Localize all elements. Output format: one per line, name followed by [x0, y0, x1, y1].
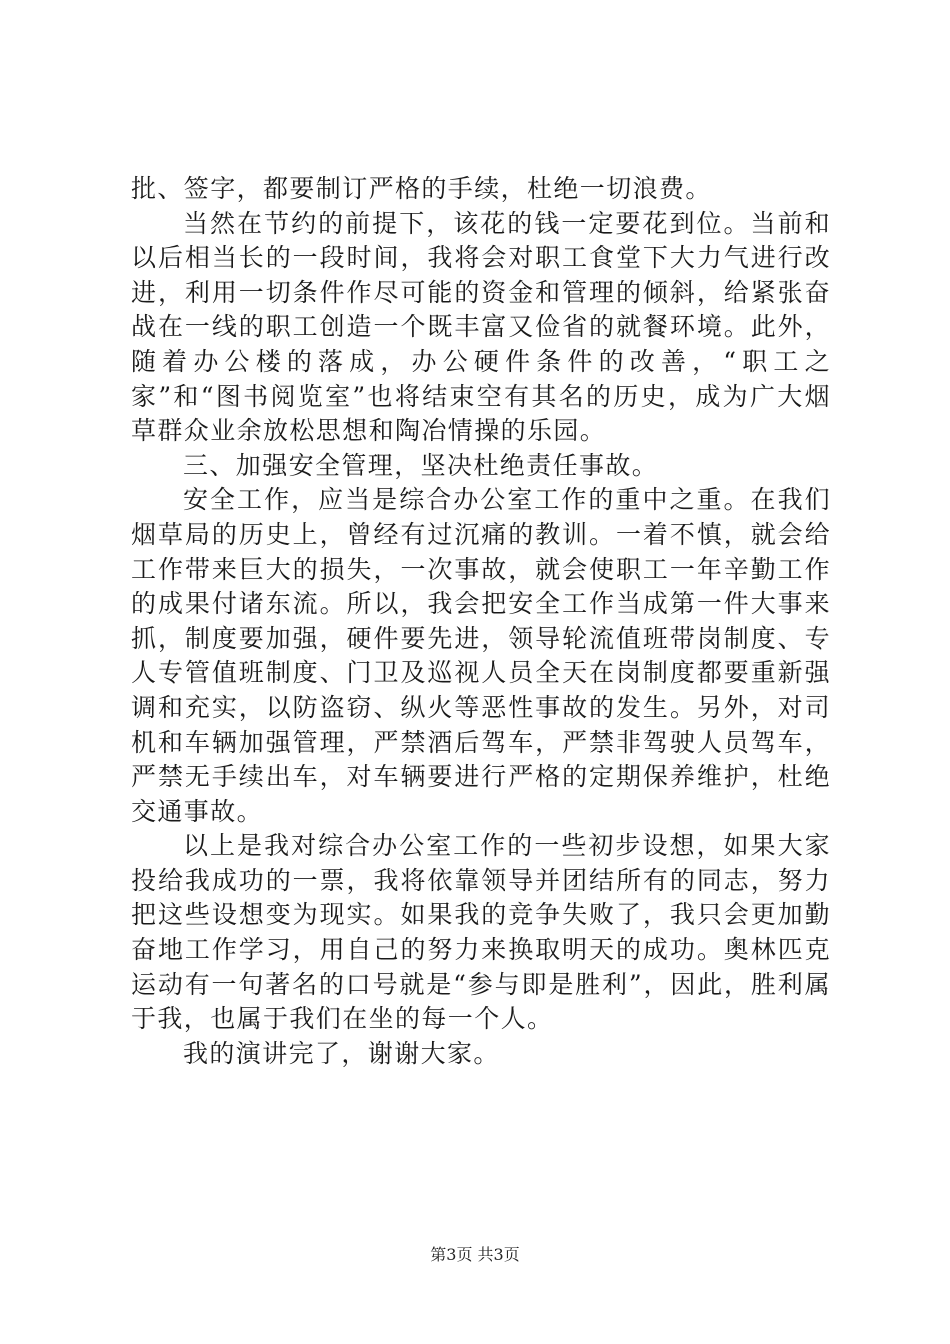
- paragraph-continuation: 批、签字，都要制订严格的手续，杜绝一切浪费。: [131, 174, 712, 203]
- paragraph-canteen: 当然在节约的前提下，该花的钱一定要花到位。当前和以后相当长的一段时间，我将会对职工食堂下大力气进行改进，利用一切条件作尽可能的资金和管理的倾斜，给紧张奋战在一线的职工创造一个既丰富又俭省的就餐环境。此外，随着办公楼的落成，办公硬件条件的改善，“职工之家”和“图书阅览室”也将结束空有其名的历史，成为广大烟草群众业余放松思想和陶冶情操的乐园。: [131, 208, 831, 446]
- paragraph-conclusion: 以上是我对综合办公室工作的一些初步设想，如果大家投给我成功的一票，我将依靠领导并团结所有的同志，努力把这些设想变为现实。如果我的竞争失败了，我只会更加勤奋地工作学习，用自己的努力来换取明天的成功。奥林匹克运动有一句著名的口号就是“参与即是胜利”，因此，胜利属于我，也属于我们在坐的每一个人。: [131, 831, 831, 1034]
- section-heading-safety: 三、加强安全管理，坚决杜绝责任事故。: [183, 450, 659, 480]
- paragraph-closing: 我的演讲完了，谢谢大家。: [183, 1038, 500, 1068]
- document-body: [131, 172, 831, 1071]
- paragraph-safety: 安全工作，应当是综合办公室工作的重中之重。在我们烟草局的历史上，曾经有过沉痛的教训。一着不慎，就会给工作带来巨大的损失，一次事故，就会使职工一年辛勤工作的成果付诸东流。所以，我会把安全工作当成第一件大事来抓，制度要加强，硬件要先进，领导轮流值班带岗制度、专人专管值班制度、门卫及巡视人员全天在岗制度都要重新强调和充实，以防盗窃、纵火等恶性事故的发生。另外，对司机和车辆加强管理，严禁酒后驾车，严禁非驾驶人员驾车，严禁无手续出车，对车辆要进行严格的定期保养维护，杜绝交通事故。: [131, 485, 831, 826]
- page-footer: 第3页 共3页: [430, 1245, 520, 1264]
